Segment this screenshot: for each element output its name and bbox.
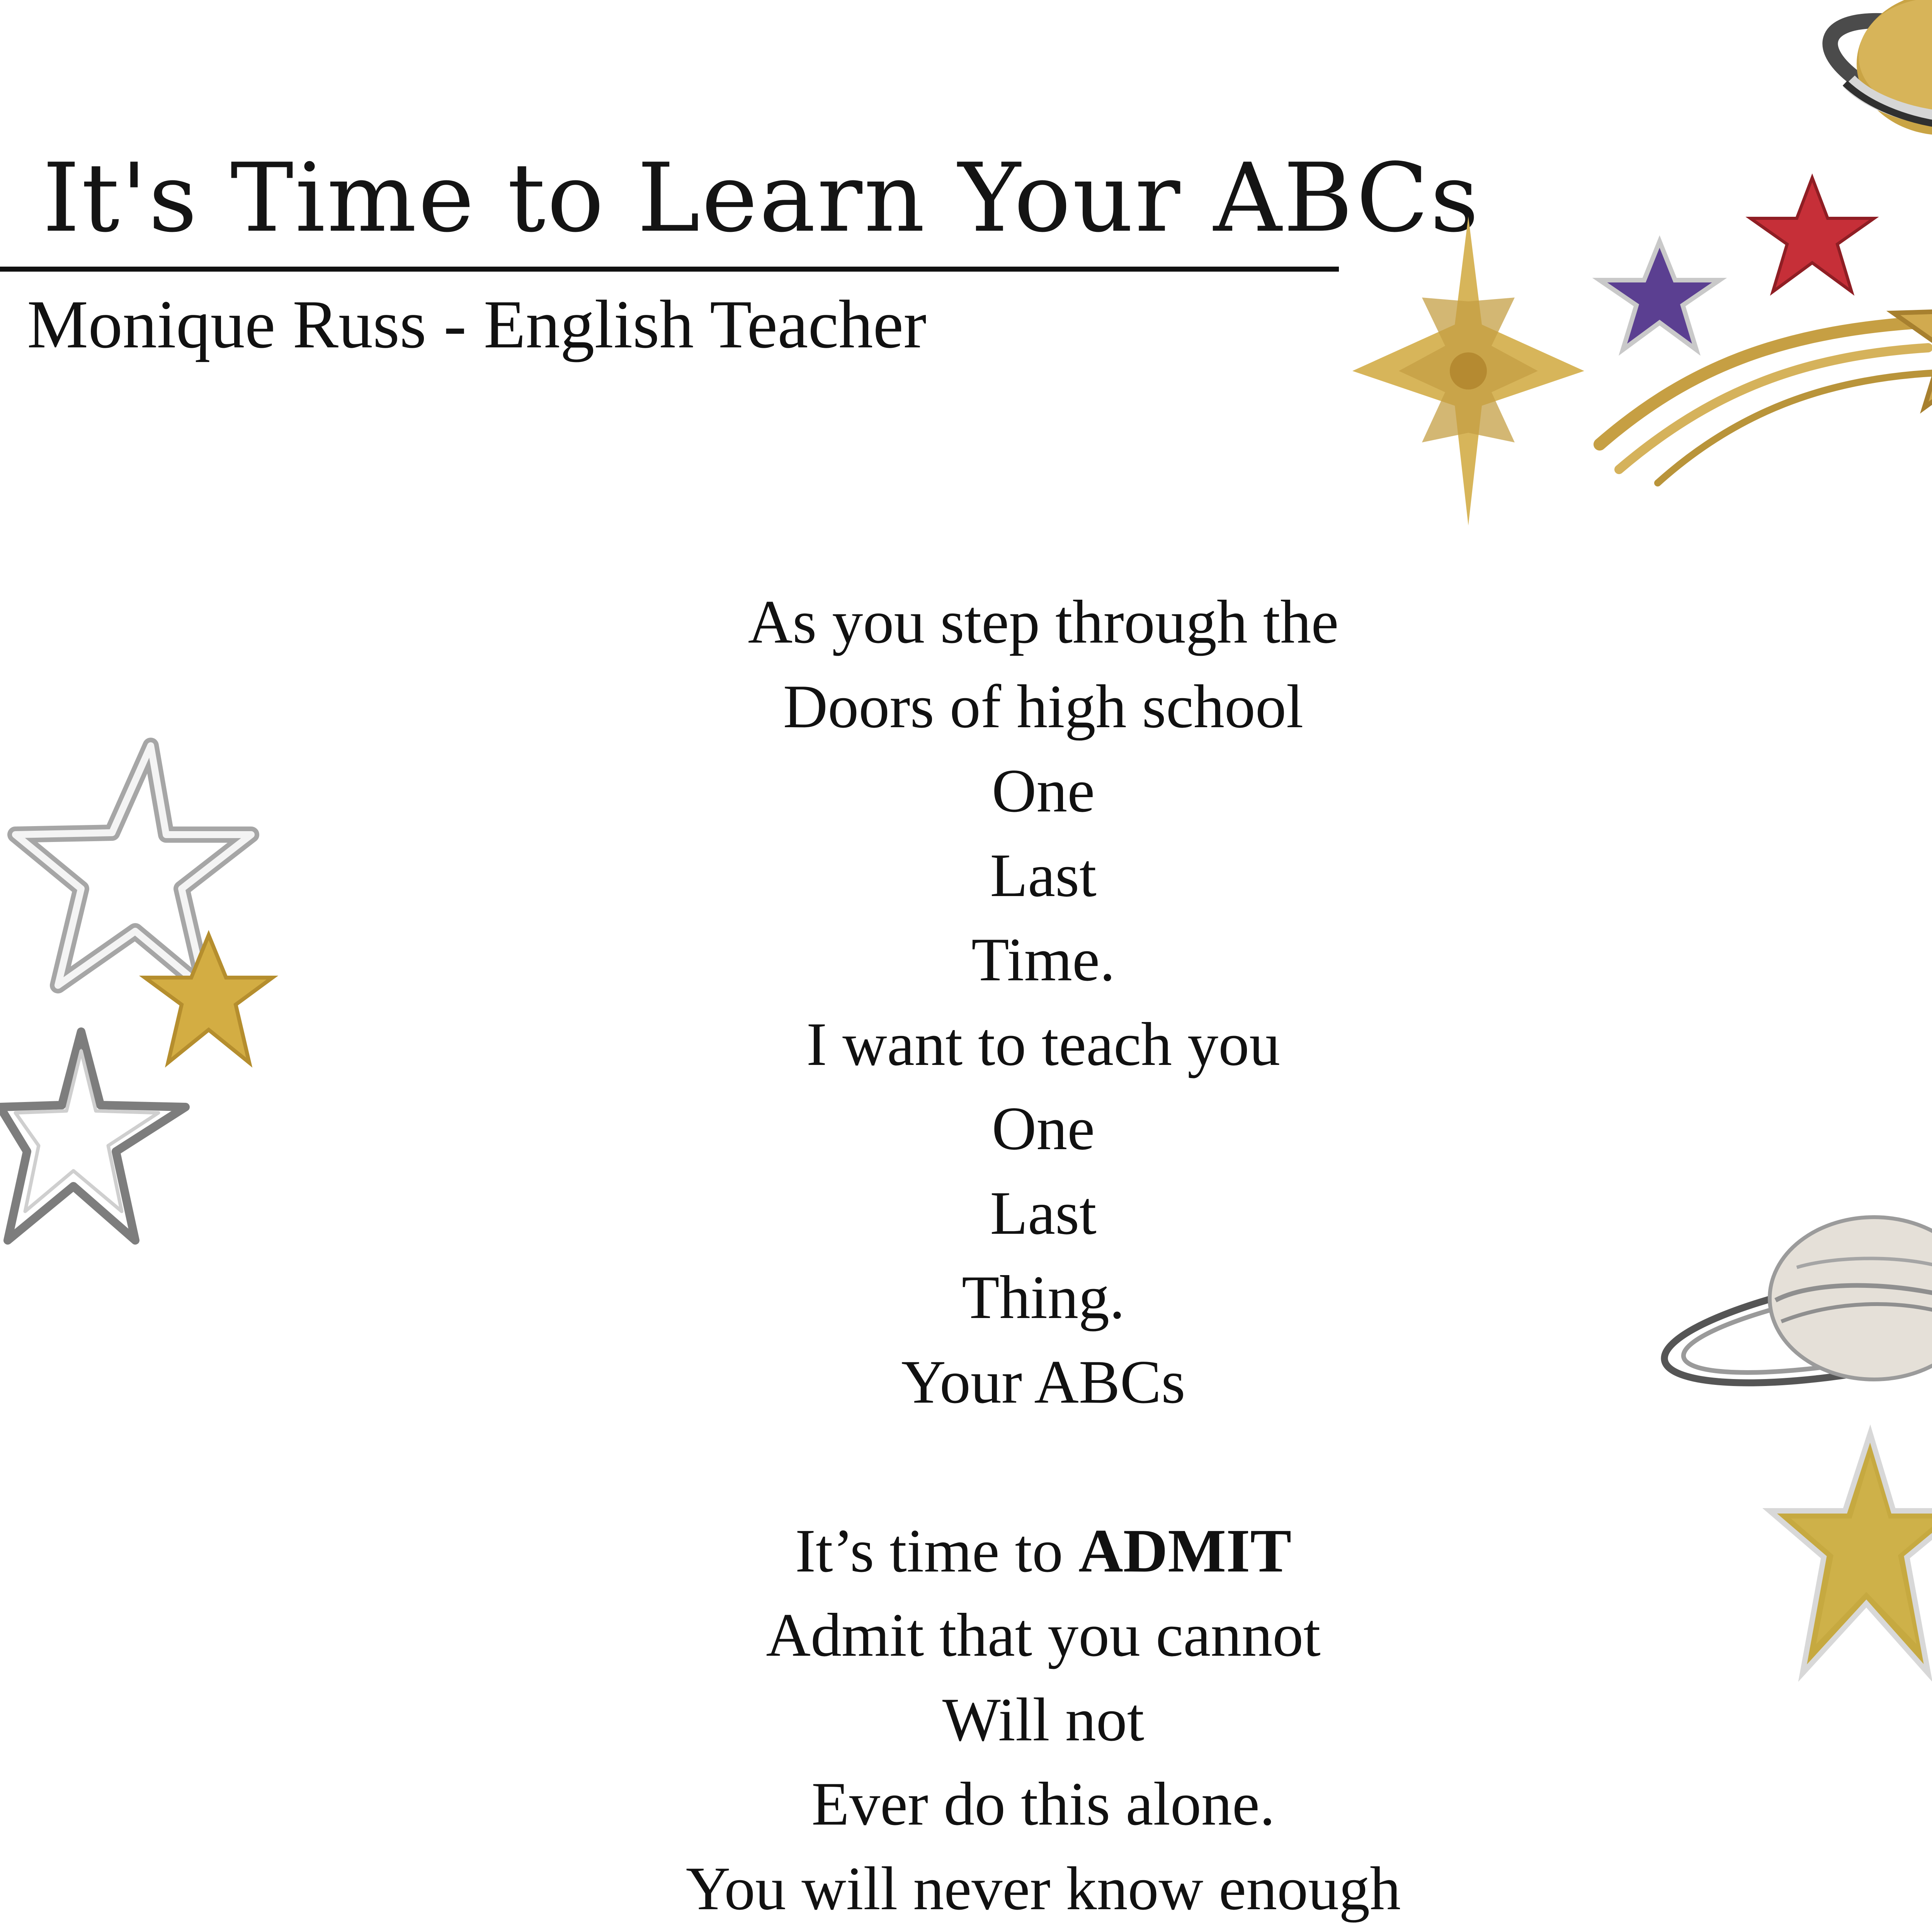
poem-line: Thing. bbox=[961, 1263, 1125, 1332]
poem-line: Admit that you cannot bbox=[766, 1600, 1321, 1669]
poem-line: One bbox=[992, 1094, 1095, 1163]
silver-planet-icon bbox=[1654, 1206, 1932, 1437]
gold-compass-star-icon bbox=[1352, 216, 1584, 526]
poem-line: I want to teach you bbox=[806, 1009, 1281, 1078]
poem-line: Last bbox=[990, 840, 1097, 910]
sketch-star-icon bbox=[0, 1024, 193, 1264]
poem-line: One bbox=[992, 756, 1095, 825]
poem-line bbox=[406, 1930, 1681, 1932]
poem-line: Time. bbox=[971, 925, 1116, 994]
author-line: Monique Russ - English Teacher bbox=[27, 286, 927, 362]
shooting-star-icon bbox=[1588, 251, 1932, 491]
poem-body bbox=[406, 580, 1681, 1932]
poem-line: Last bbox=[990, 1178, 1097, 1247]
glitter-star-icon bbox=[1766, 1430, 1932, 1681]
poem-line: Doors of high school bbox=[783, 672, 1304, 741]
poem-line: Your ABCs bbox=[901, 1347, 1185, 1416]
poem-line: Will not bbox=[942, 1685, 1145, 1754]
poem-line: As you step through the bbox=[748, 587, 1339, 656]
poem-line bbox=[406, 1424, 1681, 1509]
gold-planet-icon bbox=[1801, 0, 1932, 193]
poem-line-emphasis: ADMIT bbox=[1078, 1516, 1292, 1585]
poem-line bbox=[406, 1509, 1681, 1593]
poem-line: You will never know enough bbox=[685, 1854, 1401, 1923]
poem-line-prefix: It’s time to bbox=[795, 1516, 1079, 1585]
title-underline bbox=[0, 267, 1339, 272]
page-title: It's Time to Learn Your ABCs bbox=[43, 143, 1480, 253]
poem-line: Ever do this alone. bbox=[811, 1769, 1275, 1838]
